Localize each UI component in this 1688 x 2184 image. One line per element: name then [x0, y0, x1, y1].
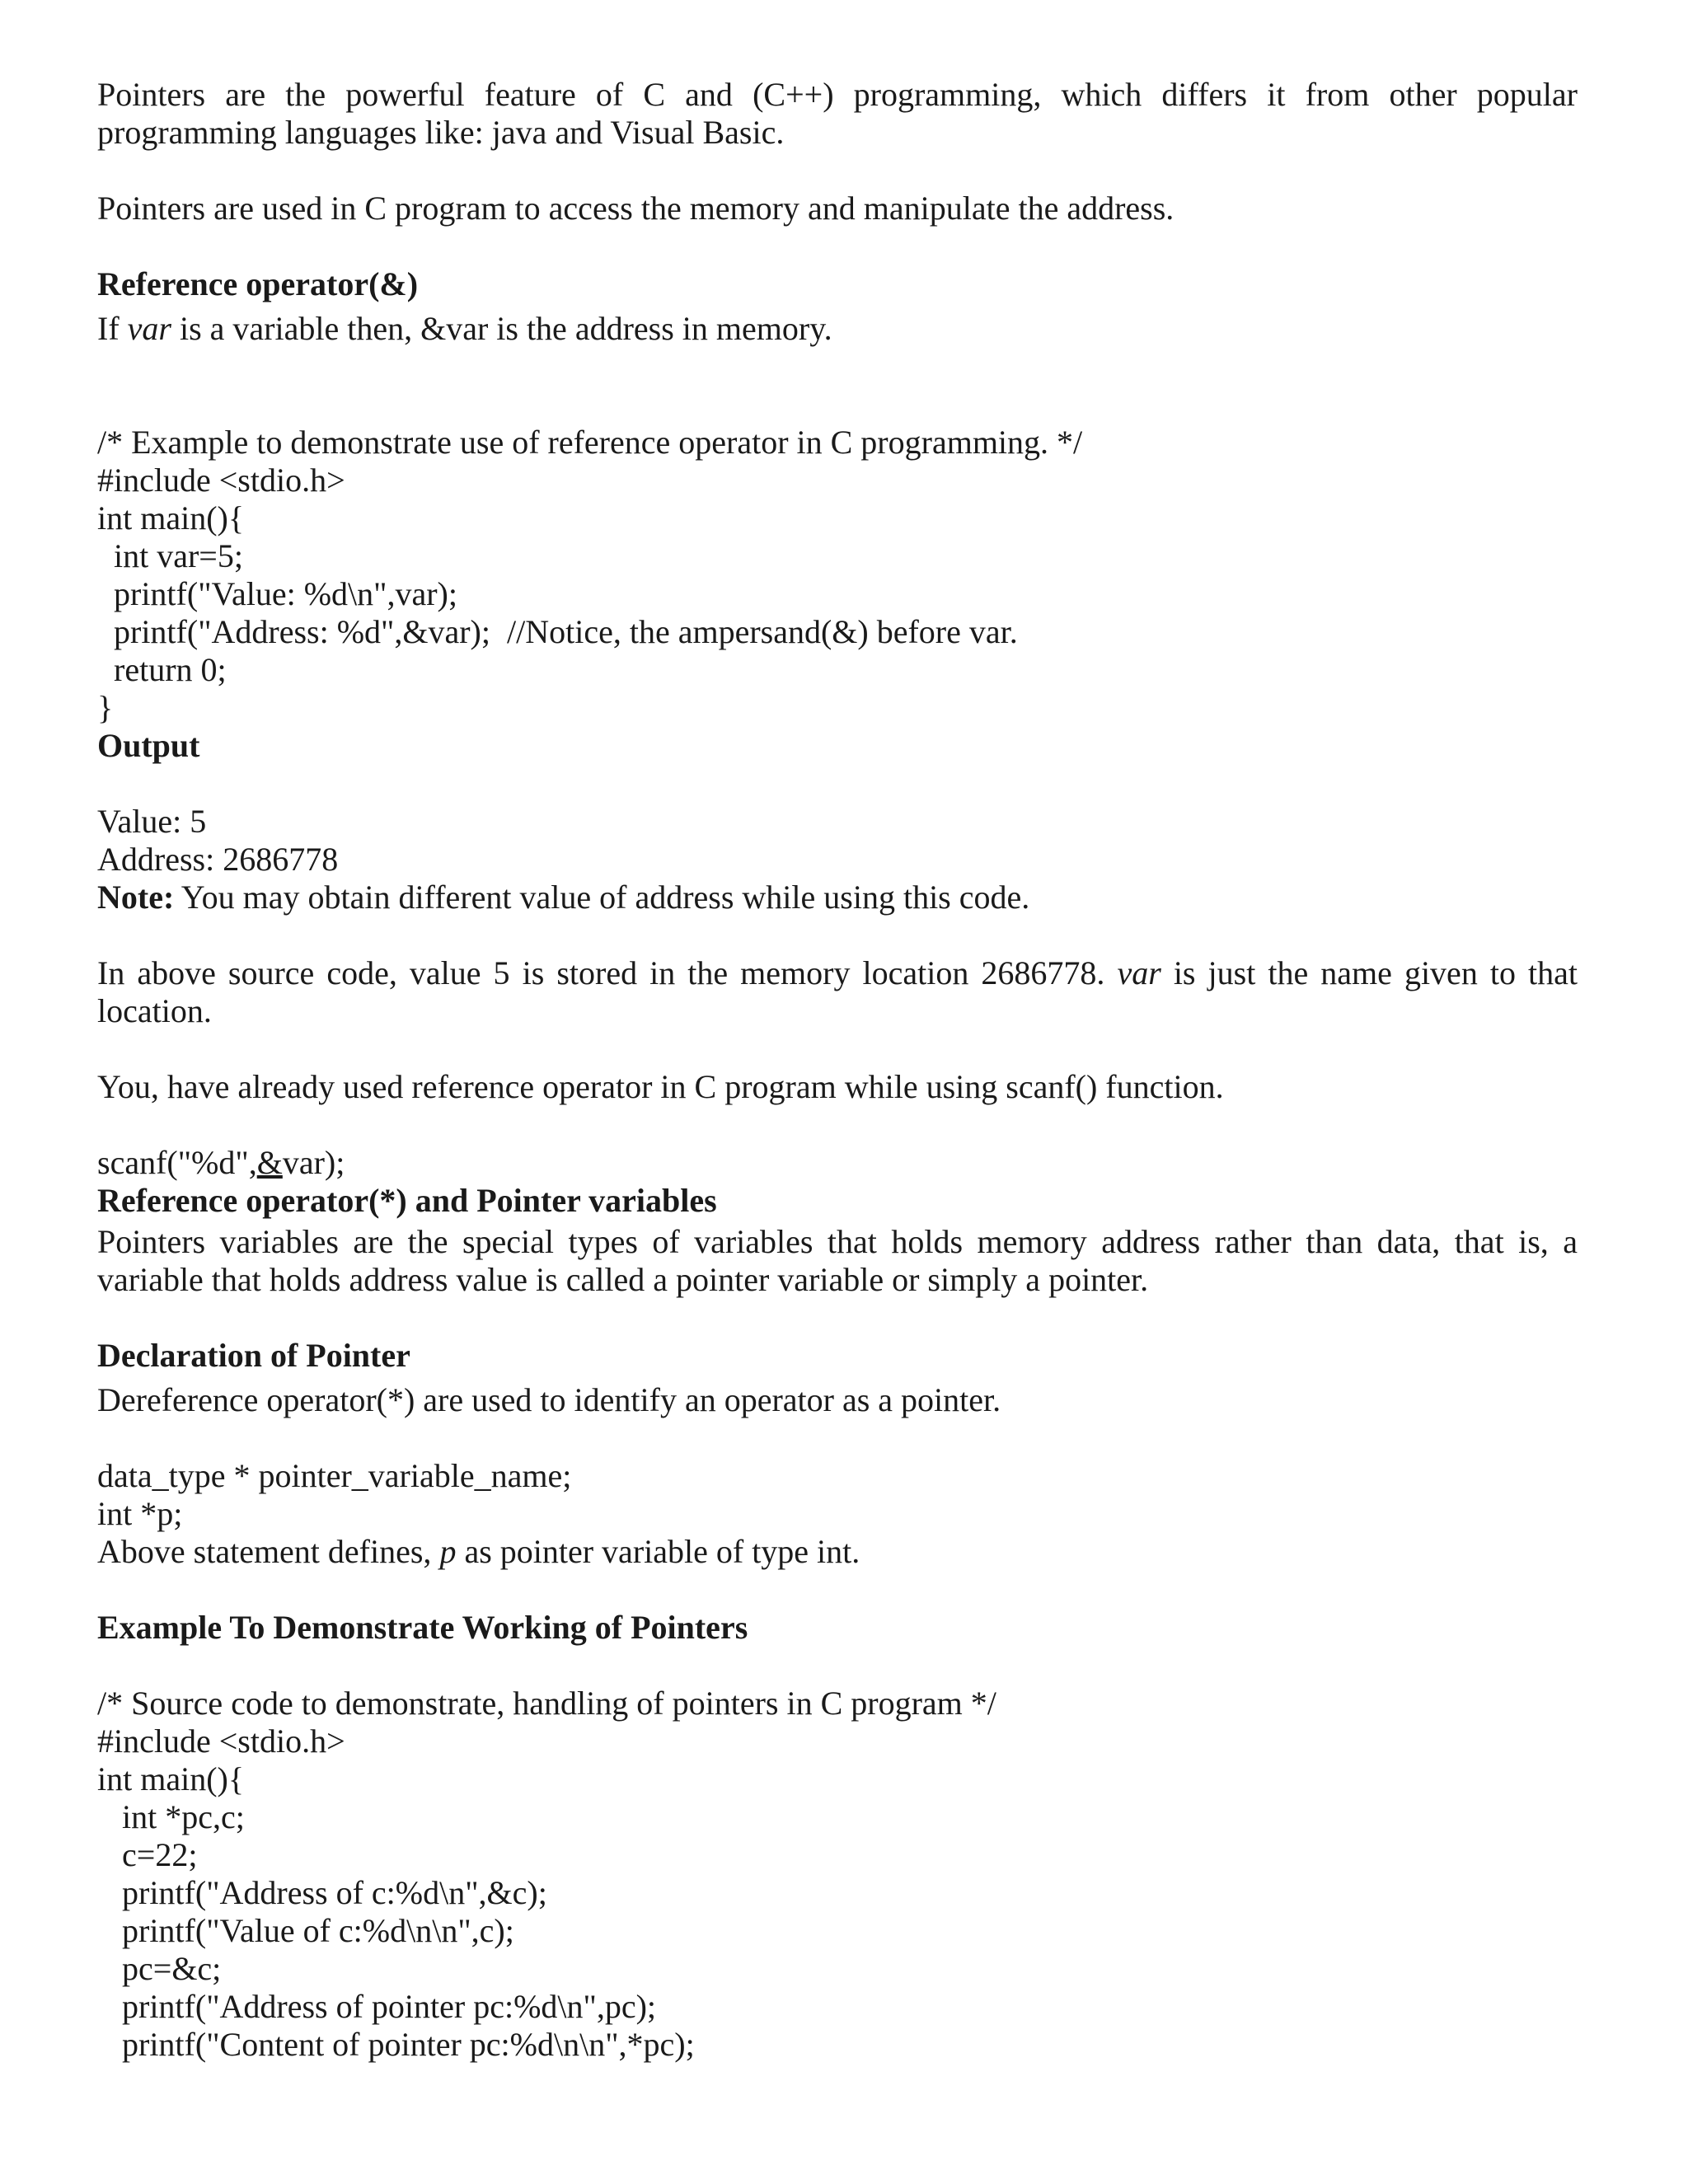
scanf-code [97, 1144, 1578, 1182]
decl-stmt-var: p [439, 1533, 457, 1570]
intro-line-2: programming languages like: java and Visual Basic. [97, 114, 785, 151]
declaration-code-block [97, 1457, 1578, 1533]
document-page [97, 76, 1578, 2064]
ref-text-pre: If [97, 310, 128, 347]
explain-post: is just the name given to that [1160, 954, 1578, 991]
code-line: printf("Content of pointer pc:%d\n\n",*pc); [97, 2026, 695, 2063]
code-line: #include <stdio.h> [97, 1722, 345, 1760]
explain-line-1 [97, 954, 1578, 992]
declaration-text: Dereference operator(*) are used to identify an operator as a pointer. [97, 1381, 1001, 1418]
code-line: data_type * pointer_variable_name; [97, 1457, 572, 1494]
code-line: } [97, 689, 114, 726]
code-line: int var=5; [97, 537, 243, 574]
example1-code-block [97, 424, 1578, 727]
pointer-variables-line-2: variable that holds address value is called a pointer variable or simply a pointer. [97, 1261, 1149, 1298]
code-line: c=22; [97, 1836, 198, 1873]
explain-line-2: location. [97, 992, 212, 1029]
code-line: pc=&c; [97, 1950, 222, 1987]
pointer-variables-line-1: Pointers variables are the special types of variables that holds memory address rather than data, that is, a [97, 1223, 1578, 1260]
note-label: Note: [97, 879, 175, 916]
code-line: int main(){ [97, 499, 245, 537]
code-line: int *p; [97, 1495, 183, 1532]
ref-text-var: var [127, 310, 171, 347]
example2-code-block [97, 1685, 1578, 2064]
code-line: printf("Address of pointer pc:%d\n",pc); [97, 1988, 657, 2025]
usage-paragraph: Pointers are used in C program to access the memory and manipulate the address. [97, 190, 1175, 227]
scanf-code-amp: & [256, 1144, 283, 1181]
reference-operator-heading: Reference operator(&) [97, 265, 419, 302]
code-line: printf("Value of c:%d\n\n",c); [97, 1912, 514, 1949]
decl-stmt-pre: Above statement defines, [97, 1533, 440, 1570]
output-line: Value: 5 [97, 803, 207, 840]
explain-pre: In above source code, value 5 is stored in the memory location 2686778. [97, 954, 1118, 991]
code-line: /* Source code to demonstrate, handling of pointers in C program */ [97, 1685, 996, 1722]
code-line: printf("Value: %d\n",var); [97, 575, 457, 612]
explain-var: var [1117, 954, 1161, 991]
intro-line-1: Pointers are the powerful feature of C and (C++) programming, which differs it from other popular [97, 76, 1578, 113]
ref-text-post: is a variable then, &var is the address in memory. [171, 310, 832, 347]
code-line: int main(){ [97, 1760, 245, 1797]
declaration-statement [97, 1533, 1578, 1571]
pointer-variables-heading: Reference operator(*) and Pointer variables [97, 1182, 717, 1219]
code-line: printf("Address: %d",&var); //Notice, the ampersand(&) before var. [97, 613, 1018, 650]
note-paragraph [97, 879, 1578, 916]
declaration-heading: Declaration of Pointer [97, 1337, 410, 1374]
code-line: int *pc,c; [97, 1798, 245, 1835]
decl-stmt-post: as pointer variable of type int. [456, 1533, 860, 1570]
scanf-code-post: var); [282, 1144, 345, 1181]
code-line: #include <stdio.h> [97, 462, 345, 499]
note-text: You may obtain different value of address while using this code. [174, 879, 1030, 916]
output-heading: Output [97, 727, 200, 764]
scanf-paragraph: You, have already used reference operator in C program while using scanf() function. [97, 1068, 1224, 1105]
code-line: /* Example to demonstrate use of reference operator in C programming. */ [97, 424, 1083, 461]
reference-operator-text [97, 310, 1578, 348]
code-line: return 0; [97, 651, 227, 688]
output-line: Address: 2686778 [97, 841, 339, 878]
code-line: printf("Address of c:%d\n",&c); [97, 1874, 547, 1911]
example2-heading: Example To Demonstrate Working of Pointers [97, 1609, 748, 1646]
scanf-code-pre: scanf("%d", [97, 1144, 257, 1181]
